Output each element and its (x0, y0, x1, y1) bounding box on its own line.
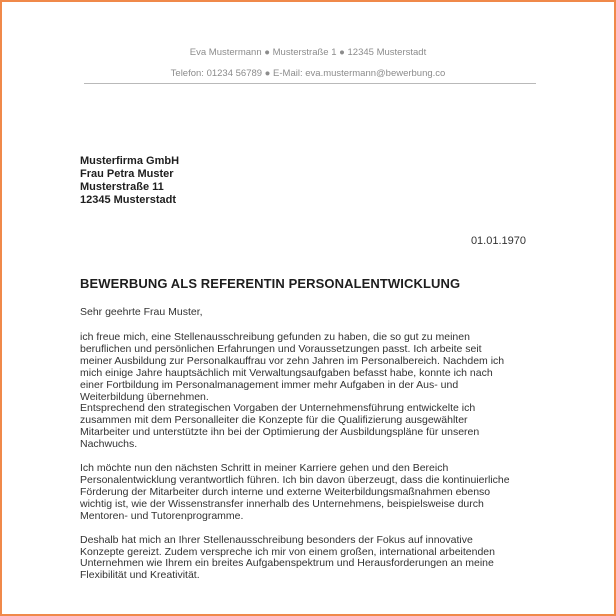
body-line: Ich möchte nun den nächsten Schritt in meiner Karriere gehen und den Bereich (80, 462, 449, 475)
body-line: zusammen mit dem Personalleiter die Konzepte für die Qualifizierung ausgewählter (80, 414, 468, 427)
body-paragraph (80, 463, 550, 523)
sender-contact: Telefon: 01234 56789 ● E-Mail: eva.mustermann@bewerbung.co (170, 68, 446, 79)
letter-body (80, 332, 550, 582)
letter-page (2, 2, 614, 614)
body-line: Personalentwicklung verantwortlich führen. Ich bin davon überzeugt, dass die kontinuierliche (80, 473, 510, 486)
body-line: Unternehmen wie Ihrem ein breites Aufgabenspektrum und Herausforderungen an meine (80, 557, 494, 570)
body-line: einer Fortbildung im Personalmanagement immer mehr Aufgaben in der Aus- und (80, 378, 459, 391)
header-divider (84, 83, 536, 84)
recipient-name: Frau Petra Muster (80, 168, 174, 180)
body-line: wichtig ist, wie der Wissenstransfer innerhalb des Unternehmens, beispielsweise durch (80, 497, 484, 510)
body-line: Weiterbildung übernehmen. (80, 390, 209, 403)
paragraph-gap (80, 523, 550, 535)
body-line: Mentoren- und Tutorenprogramme. (80, 509, 244, 522)
body-line: beruflichen und persönlichen Erfahrungen und Voraussetzungen passt. Ich arbeite seit (80, 342, 482, 355)
letter-subject: BEWERBUNG ALS REFERENTIN PERSONALENTWICKLUNG (80, 276, 461, 291)
body-line: Mitarbeiter und unterstützte ihn bei der Optimierung der Ausbildungspläne für unseren (80, 426, 480, 439)
recipient-city: 12345 Musterstadt (80, 194, 176, 206)
body-line: meiner Ausbildung zur Personalkauffrau vor zehn Jahren im Personalbereich. Nachdem ich (80, 354, 505, 367)
body-paragraph (80, 332, 550, 451)
body-line: Deshalb hat mich an Ihrer Stellenausschreibung besonders der Fokus auf innovative (80, 533, 473, 546)
sender-block (2, 42, 614, 84)
recipient-company: Musterfirma GmbH (80, 155, 180, 167)
body-line: ich freue mich, eine Stellenausschreibung gefunden zu haben, die so gut zu meinen (80, 331, 470, 343)
letter-salutation: Sehr geehrte Frau Muster, (80, 306, 203, 318)
body-line: mich einige Jahre hauptsächlich mit Verwaltungsaufgaben befasst habe, konnte ich nach (80, 366, 493, 379)
body-line: Nachwuchs. (80, 438, 138, 451)
body-line: Konzepte gereizt. Zudem verspreche ich mir von einem großen, international arbeitenden (80, 545, 495, 558)
body-line: Entsprechend den strategischen Vorgaben der Unternehmensführung entwickelte ich (80, 402, 476, 415)
recipient-block (80, 155, 179, 207)
sender-address: Eva Mustermann ● Musterstraße 1 ● 12345 Musterstadt (189, 47, 427, 58)
body-paragraph (80, 535, 550, 583)
recipient-street: Musterstraße 11 (80, 181, 164, 193)
body-line: Förderung der Mitarbeiter durch interne und externe Weiterbildungsmaßnahmen ebenso (80, 485, 491, 498)
body-line: Flexibilität und Kreativität. (80, 569, 200, 582)
letter-date: 01.01.1970 (470, 235, 526, 247)
